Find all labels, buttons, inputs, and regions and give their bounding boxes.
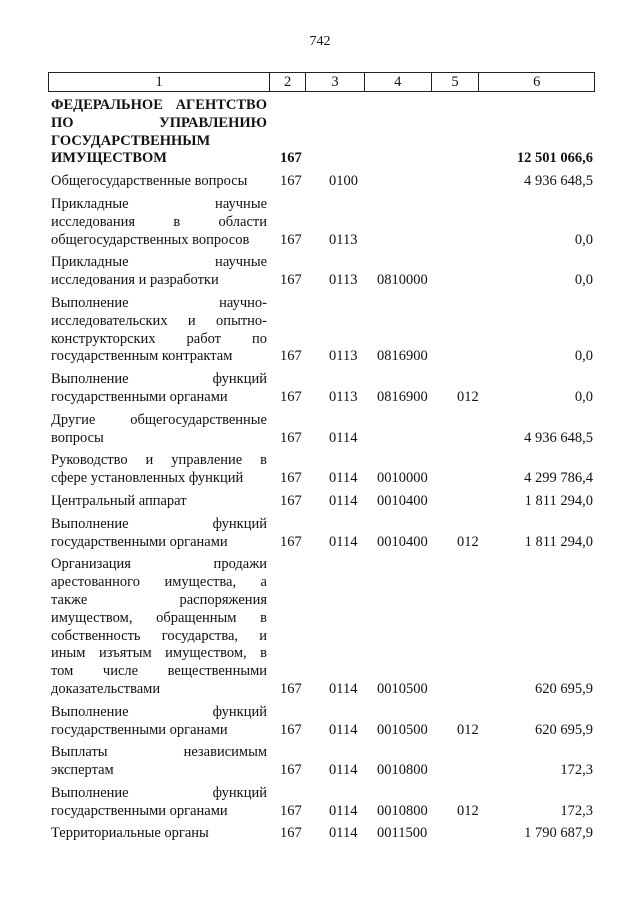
row-description [51,371,267,407]
ministry-code: 167 [280,173,302,190]
amount: 4 936 648,5 [524,173,593,190]
section-code: 0113 [329,348,358,365]
description-line: исследовательских и опытно- [51,312,267,329]
row-description [51,825,267,843]
amount: 0,0 [574,272,593,289]
row-description [51,744,267,780]
description-line: также распоряжения [51,591,267,608]
row-description [51,254,267,290]
ministry-code: 167 [280,762,302,779]
ministry-code: 167 [280,533,302,550]
description-line: государственными органами [51,721,228,738]
description-line: государственными органами [51,533,228,550]
description-line: конструкторских работ по [51,330,267,347]
section-code: 0113 [329,272,358,289]
table-row [51,785,593,821]
description-line: государственными органами [51,388,228,405]
description-line: Выплаты независимым [51,744,267,761]
column-header-1: 1 [49,73,270,91]
ministry-code: 167 [280,272,302,289]
description-line: исследования в области [51,213,267,230]
expense-type-code: 012 [457,721,479,738]
amount: 0,0 [574,231,593,248]
description-line: Выполнение научно- [51,294,267,311]
ministry-code: 167 [280,231,302,248]
amount: 12 501 066,6 [516,150,593,167]
description-line: ФЕДЕРАЛЬНОЕ АГЕНТСТВО [51,97,267,113]
budget-table-body [51,97,593,848]
amount: 1 811 294,0 [524,492,593,509]
target-article-code: 0010400 [377,533,428,550]
section-code: 0114 [329,470,358,487]
description-line: иным изъятым имуществом, в [51,645,267,662]
description-line: доказательствами [51,680,161,697]
amount: 620 695,9 [535,721,593,738]
amount: 172,3 [560,762,593,779]
ministry-code: 167 [280,721,302,738]
ministry-code: 167 [280,429,302,446]
ministry-code: 167 [280,388,302,405]
ministry-code: 167 [280,492,302,509]
section-code: 0114 [329,721,358,738]
column-header-6: 6 [533,74,541,90]
row-description [51,295,267,366]
description-line: вопросы [51,429,104,446]
description-line: исследования и разработки [51,272,219,289]
target-article-code: 0010400 [377,492,428,509]
section-code: 0114 [329,533,358,550]
description-line: собственность государства, и [51,627,267,644]
amount: 0,0 [574,388,593,405]
ministry-code: 167 [280,802,302,819]
table-row [51,173,593,191]
target-article-code: 0816900 [377,388,428,405]
table-row [51,744,593,780]
table-row [51,295,593,366]
column-header-2: 2 [270,73,306,91]
ministry-code: 167 [280,470,302,487]
description-line: Организация продажи [51,556,267,573]
row-description [51,516,267,552]
description-line: Выполнение функций [51,371,267,388]
table-row [51,556,593,698]
amount: 4 936 648,5 [524,429,593,446]
description-line: Выполнение функций [51,784,267,801]
description-line: арестованного имущества, а [51,574,267,591]
table-row [51,412,593,448]
expense-type-code: 012 [457,802,479,819]
amount: 172,3 [560,802,593,819]
row-description [51,412,267,448]
table-row [51,516,593,552]
table-row [51,452,593,488]
table-row [51,196,593,249]
description-line: ГОСУДАРСТВЕННЫМ [51,132,211,149]
description-line: Общегосударственные вопросы [51,173,248,190]
amount: 0,0 [574,348,593,365]
target-article-code: 0010500 [377,721,428,738]
description-line: имуществом, обращенным в [51,609,267,626]
description-line: государственными органами [51,802,228,819]
description-line: экспертам [51,762,114,779]
row-description [51,97,267,168]
row-description [51,493,267,511]
table-row [51,825,593,843]
amount: 1 811 294,0 [524,533,593,550]
section-code: 0114 [329,680,358,697]
description-line: Территориальные органы [51,825,209,842]
description-line: сфере установленных функций [51,470,244,487]
row-description [51,704,267,740]
table-row [51,371,593,407]
row-description [51,173,267,191]
table-row [51,254,593,290]
row-description [51,452,267,488]
amount: 1 790 687,9 [524,825,593,842]
column-header-row [48,72,595,92]
description-line: Выполнение функций [51,703,267,720]
description-line: Центральный аппарат [51,492,187,509]
description-line: Выполнение функций [51,515,267,532]
section-code: 0114 [329,825,358,842]
ministry-code: 167 [280,825,302,842]
section-code: 0113 [329,231,358,248]
ministry-code: 167 [280,680,302,697]
description-line: том числе вещественными [51,663,267,680]
target-article-code: 0010800 [377,762,428,779]
description-line: государственным контрактам [51,348,233,365]
target-article-code: 0010500 [377,680,428,697]
page-number: 742 [309,34,331,49]
table-row [51,493,593,511]
description-line: Прикладные научные [51,254,267,271]
description-line: Прикладные научные [51,195,267,212]
target-article-code: 0810000 [377,272,428,289]
description-line: Другие общегосударственные [51,411,267,428]
target-article-code: 0816900 [377,348,428,365]
column-header-4: 4 [365,73,432,91]
ministry-code: 167 [280,150,302,167]
amount: 620 695,9 [535,680,593,697]
section-code: 0100 [329,173,358,190]
row-description [51,196,267,249]
section-code: 0114 [329,802,358,819]
section-code: 0114 [329,492,358,509]
section-code: 0114 [329,762,358,779]
section-code: 0114 [329,429,358,446]
description-line: ПО УПРАВЛЕНИЮ [51,114,267,131]
row-description [51,785,267,821]
amount: 4 299 786,4 [524,470,593,487]
column-header-5: 5 [432,73,480,91]
description-line: Руководство и управление в [51,452,267,469]
expense-type-code: 012 [457,533,479,550]
target-article-code: 0010000 [377,470,428,487]
description-line: общегосударственных вопросов [51,231,250,248]
table-row [51,97,593,168]
table-row [51,704,593,740]
description-line: ИМУЩЕСТВОМ [51,150,167,167]
row-description [51,556,267,698]
column-header-3: 3 [306,73,365,91]
section-code: 0113 [329,388,358,405]
expense-type-code: 012 [457,388,479,405]
target-article-code: 0011500 [377,825,428,842]
ministry-code: 167 [280,348,302,365]
target-article-code: 0010800 [377,802,428,819]
